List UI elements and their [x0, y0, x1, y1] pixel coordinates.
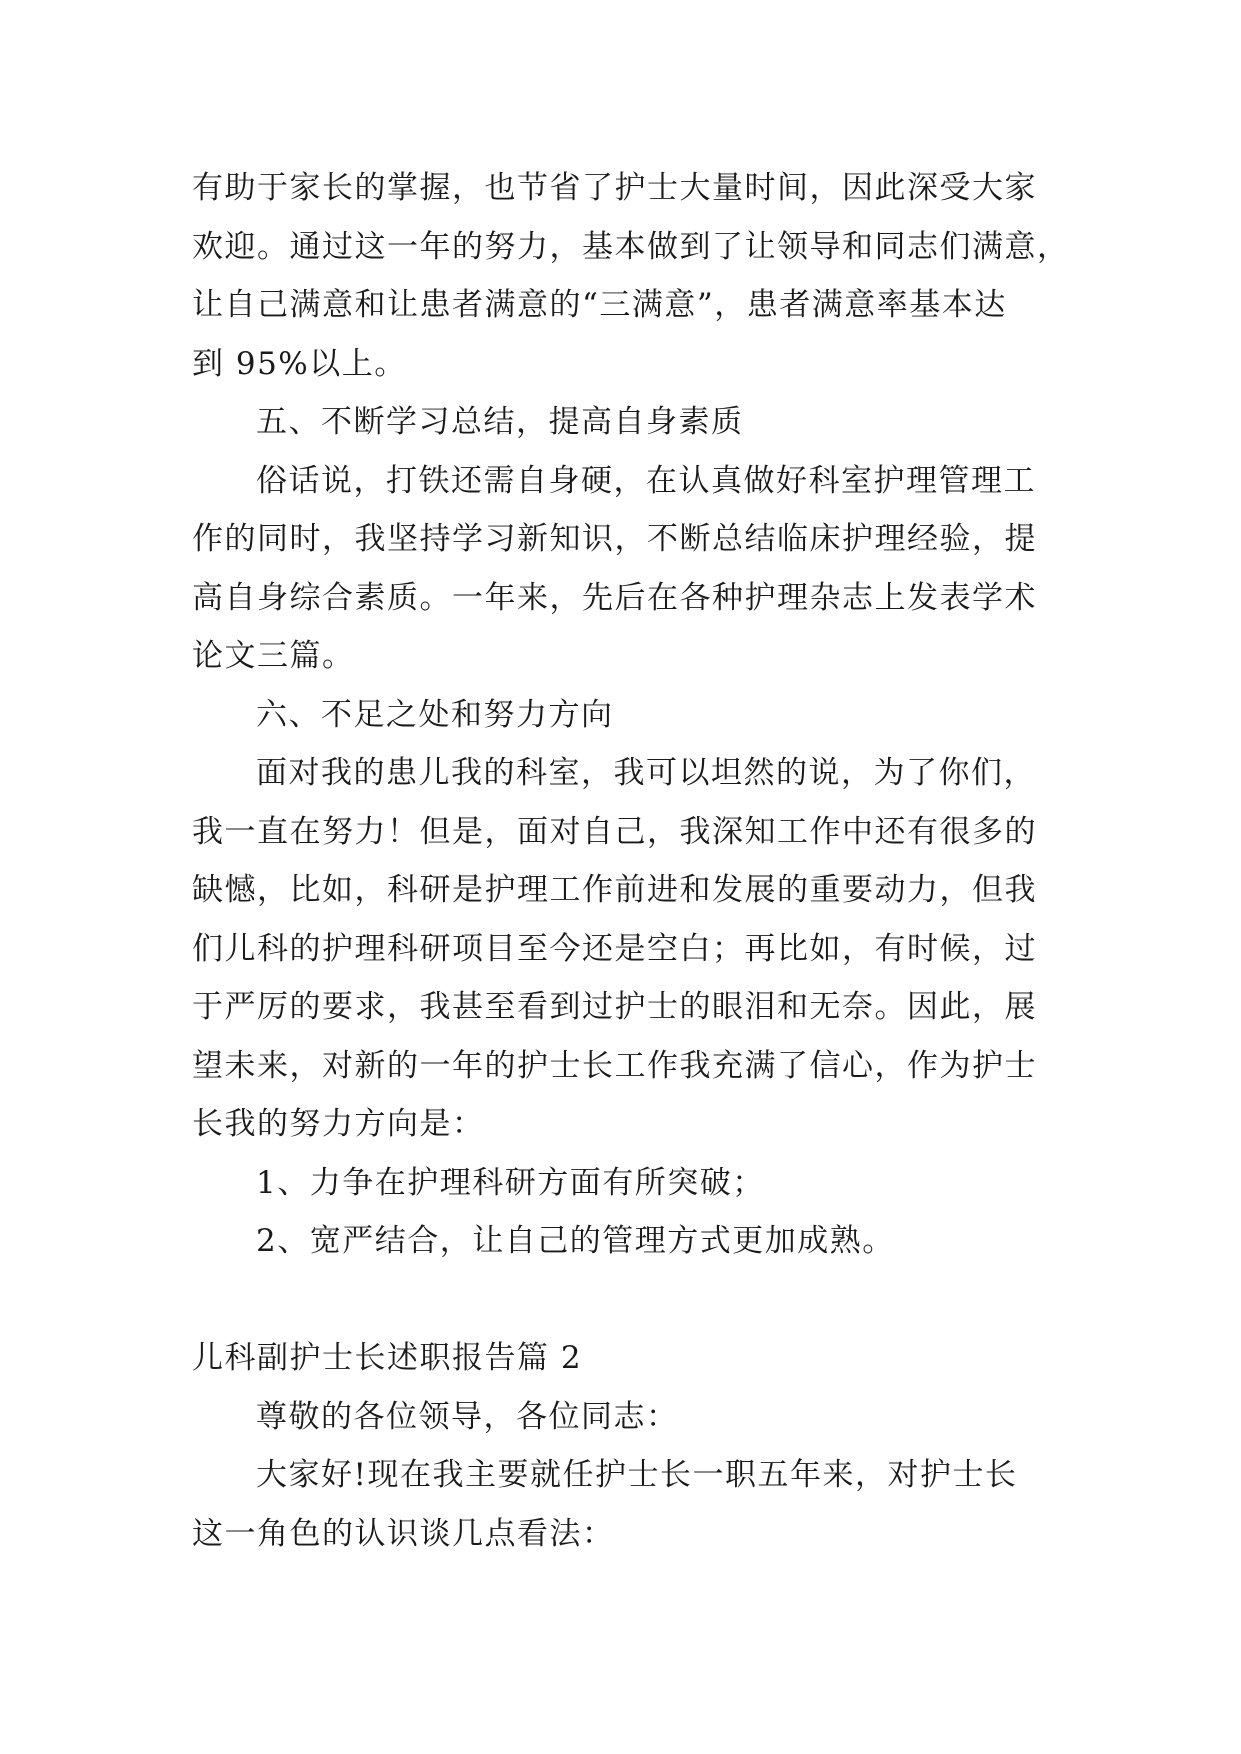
text-line: 大家好!现在我主要就任护士长一职五年来，对护士长 [256, 1457, 1018, 1493]
document-page [192, 159, 1070, 1563]
text-line: 于严厉的要求，我甚至看到过护士的眼泪和无奈。因此，展 [192, 989, 1037, 1025]
text-line: 有助于家长的掌握，也节省了护士大量时间，因此深受大家 [192, 170, 1037, 206]
text-line: 论文三篇。 [192, 638, 355, 674]
text-line: 望未来，对新的一年的护士长工作我充满了信心，作为护士 [192, 1047, 1037, 1084]
spacer [192, 1271, 1060, 1330]
text-line: 们儿科的护理科研项目至今还是空白；再比如，有时候，过 [192, 930, 1037, 967]
text-line: 面对我的患儿我的科室，我可以坦然的说，为了你们， [256, 755, 1036, 791]
text-line: 高自身综合素质。一年来，先后在各种护理杂志上发表学术 [192, 579, 1037, 616]
report-title: 儿科副护士长述职报告篇 2 [192, 1340, 583, 1376]
text-line: 俗话说，打铁还需自身硬，在认真做好科室护理管理工 [256, 462, 1036, 499]
text-line: 欢迎。通过这一年的努力，基本做到了让领导和同志们满意， [192, 228, 1070, 265]
list-item: 2、宽严结合，让自己的管理方式更加成熟。 [256, 1223, 895, 1259]
text-line: 这一角色的认识谈几点看法： [192, 1515, 615, 1552]
text-line: 缺憾，比如，科研是护理工作前进和发展的重要动力，但我 [192, 872, 1037, 908]
text-line: 长我的努力方向是： [192, 1106, 485, 1142]
section-heading: 五、不断学习总结，提高自身素质 [256, 404, 744, 440]
text-line: 让自己满意和让患者满意的“三满意”，患者满意率基本达 [192, 287, 1007, 323]
text-line: 作的同时，我坚持学习新知识，不断总结临床护理经验，提 [192, 521, 1037, 557]
section-heading: 六、不足之处和努力方向 [256, 696, 614, 733]
list-item: 1、力争在护理科研方面有所突破； [256, 1164, 765, 1201]
salutation: 尊敬的各位领导，各位同志： [256, 1398, 679, 1435]
text-line: 我一直在努力！但是，面对自己，我深知工作中还有很多的 [192, 813, 1037, 850]
text-line: 到 95%以上。 [192, 345, 407, 382]
